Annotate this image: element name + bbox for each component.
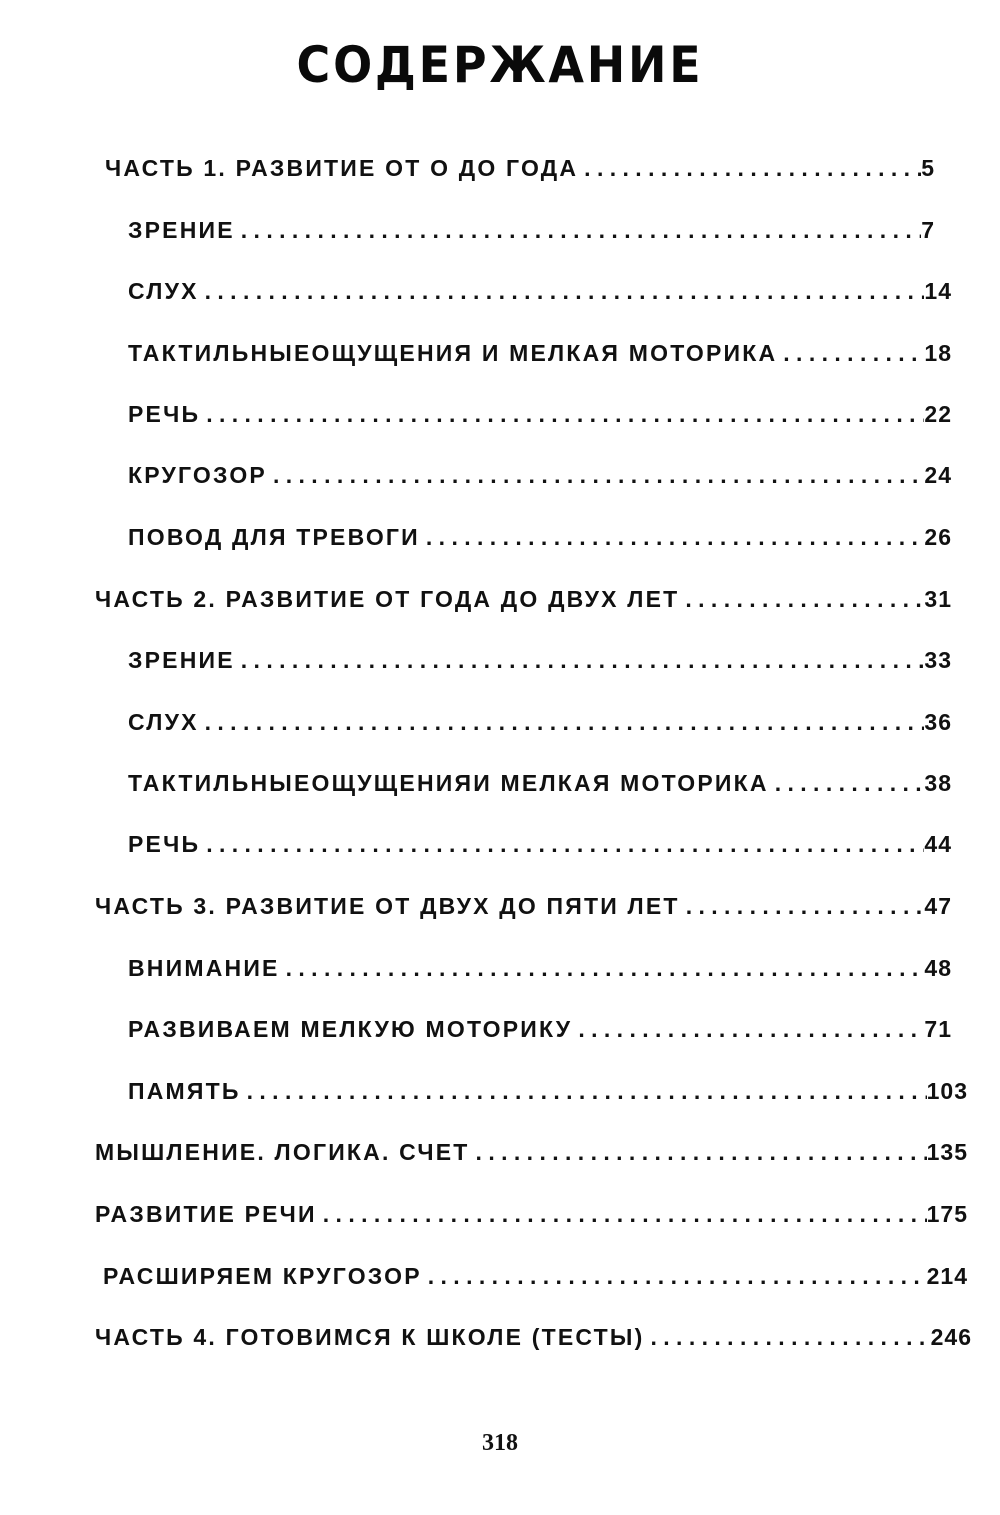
toc-entry bbox=[128, 524, 952, 558]
toc-entry-page: 175 bbox=[926, 1201, 968, 1227]
toc-entry bbox=[128, 1016, 952, 1050]
toc-entry-label: ВНИМАНИЕ bbox=[128, 955, 280, 981]
toc-entry bbox=[95, 893, 952, 927]
toc-entry bbox=[128, 955, 952, 989]
toc-dot-leader bbox=[422, 1263, 927, 1290]
toc-entry-page: 33 bbox=[924, 647, 952, 673]
toc-dot-leader bbox=[644, 1324, 930, 1351]
toc-entry-page: 18 bbox=[924, 340, 952, 366]
toc-dot-leader bbox=[200, 831, 924, 858]
toc-dot-leader bbox=[241, 1078, 927, 1105]
toc-entry-label: РАЗВИТИЕ РЕЧИ bbox=[95, 1201, 317, 1227]
toc-entry bbox=[128, 770, 952, 804]
toc-dot-leader bbox=[200, 401, 924, 428]
toc-entry-label: ТАКТИЛЬНЫЕОЩУЩЕНИЯ И МЕЛКАЯ МОТОРИКА bbox=[128, 340, 778, 366]
toc-dot-leader bbox=[420, 524, 925, 551]
toc-dot-leader bbox=[769, 770, 925, 797]
page-number: 318 bbox=[482, 1430, 518, 1456]
toc-entry-label: ТАКТИЛЬНЫЕОЩУЩЕНИЯИ МЕЛКАЯ МОТОРИКА bbox=[128, 770, 769, 796]
toc-entry bbox=[128, 340, 952, 374]
toc-entry-label: КРУГОЗОР bbox=[128, 462, 267, 488]
toc-entry-page: 214 bbox=[926, 1263, 968, 1289]
toc-entry bbox=[105, 155, 935, 189]
toc-entry-page: 103 bbox=[926, 1078, 968, 1104]
toc-entry-page: 44 bbox=[924, 831, 952, 857]
toc-entry bbox=[128, 217, 935, 251]
toc-entry-label: ЗРЕНИЕ bbox=[128, 217, 235, 243]
toc-entry-label: ПАМЯТЬ bbox=[128, 1078, 241, 1104]
toc-entry bbox=[103, 1263, 968, 1297]
toc-entry-page: 26 bbox=[924, 524, 952, 550]
toc-entry bbox=[95, 1324, 972, 1358]
toc-entry-page: 38 bbox=[924, 770, 952, 796]
page-title: СОДЕРЖАНИЕ bbox=[296, 36, 704, 94]
toc-entry-label: ЧАСТЬ 3. РАЗВИТИЕ ОТ ДВУХ ДО ПЯТИ ЛЕТ bbox=[95, 893, 680, 919]
toc-entry bbox=[95, 1139, 968, 1173]
toc-entry bbox=[128, 647, 952, 681]
toc-entry-label: ЗРЕНИЕ bbox=[128, 647, 235, 673]
toc-entry-page: 22 bbox=[924, 401, 952, 427]
toc-dot-leader bbox=[235, 647, 925, 674]
toc-entry-page: 14 bbox=[924, 278, 952, 304]
toc-dot-leader bbox=[280, 955, 925, 982]
toc-entry-label: РАЗВИВАЕМ МЕЛКУЮ МОТОРИКУ bbox=[128, 1016, 573, 1042]
toc-dot-leader bbox=[680, 893, 925, 920]
toc-entry-page: 71 bbox=[924, 1016, 952, 1042]
toc-dot-leader bbox=[235, 217, 921, 244]
toc-dot-leader bbox=[679, 586, 924, 613]
toc-entry-page: 5 bbox=[921, 155, 935, 181]
toc-entry bbox=[128, 462, 952, 496]
toc-entry-label: ЧАСТЬ 4. ГОТОВИМСЯ К ШКОЛЕ (ТЕСТЫ) bbox=[95, 1324, 645, 1350]
toc-entry-page: 36 bbox=[924, 709, 952, 735]
toc-dot-leader bbox=[578, 155, 921, 182]
toc-entry-label: ПОВОД ДЛЯ ТРЕВОГИ bbox=[128, 524, 420, 550]
toc-dot-leader bbox=[199, 709, 925, 736]
toc-entry bbox=[128, 709, 952, 743]
toc-entry-page: 48 bbox=[924, 955, 952, 981]
toc-dot-leader bbox=[777, 340, 924, 367]
toc-dot-leader bbox=[199, 278, 925, 305]
toc-entry bbox=[128, 401, 952, 435]
toc-entry bbox=[95, 1201, 968, 1235]
toc-entry-label: СЛУХ bbox=[128, 278, 199, 304]
toc-entry-label: ЧАСТЬ 1. РАЗВИТИЕ ОТ О ДО ГОДА bbox=[105, 155, 579, 181]
toc-entry bbox=[128, 1078, 968, 1112]
toc-entry-page: 47 bbox=[924, 893, 952, 919]
toc-entry-page: 246 bbox=[930, 1324, 972, 1350]
toc-dot-leader bbox=[572, 1016, 924, 1043]
toc-dot-leader bbox=[470, 1139, 927, 1166]
toc-entry-label: РЕЧЬ bbox=[128, 401, 201, 427]
toc-entry-label: РЕЧЬ bbox=[128, 831, 201, 857]
toc-entry bbox=[128, 831, 952, 865]
toc-entry-page: 24 bbox=[924, 462, 952, 488]
toc-dot-leader bbox=[317, 1201, 927, 1228]
toc-entry-page: 135 bbox=[926, 1139, 968, 1165]
toc-entry-page: 31 bbox=[924, 586, 952, 612]
toc-dot-leader bbox=[267, 462, 924, 489]
toc-entry bbox=[95, 586, 952, 620]
toc-entry-page: 7 bbox=[921, 217, 935, 243]
toc-entry-label: СЛУХ bbox=[128, 709, 199, 735]
toc-entry bbox=[128, 278, 952, 312]
toc-entry-label: ЧАСТЬ 2. РАЗВИТИЕ ОТ ГОДА ДО ДВУХ ЛЕТ bbox=[95, 586, 680, 612]
toc-entry-label: РАСШИРЯЕМ КРУГОЗОР bbox=[103, 1263, 422, 1289]
toc-entry-label: МЫШЛЕНИЕ. ЛОГИКА. СЧЕТ bbox=[95, 1139, 470, 1165]
